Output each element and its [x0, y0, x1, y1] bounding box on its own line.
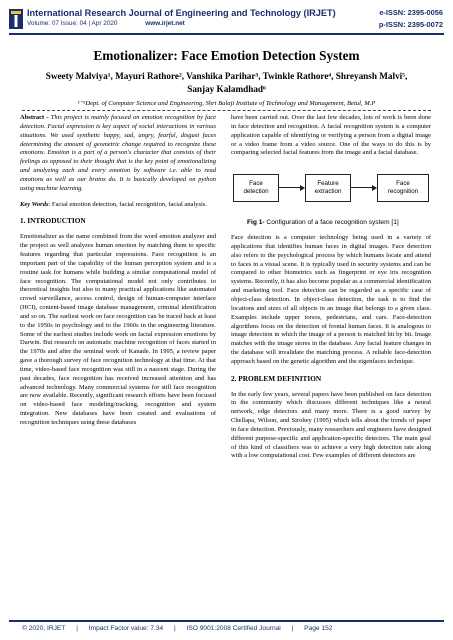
arrow-right-icon — [279, 187, 304, 188]
problem-paragraph: In the early few years, several papers have been published on face detection in the community which discusses different techniques like a neural network, edge detectors and many more. There is a good survey by Chellapa, Wilson, and Sirohey (1995) which tells about the trends of paper in face detection. Previously, many researchers and engineers have designed different purpose-specific and application-specific detectors. The main goal of this kind of classifiers was to achieve a very high detection rate along with a low computational cost. Few examples of different detectors are — [231, 390, 431, 460]
journal-header — [0, 0, 453, 42]
journal-footer — [22, 625, 341, 632]
divider — [22, 110, 431, 111]
footer-separator: | — [76, 625, 78, 632]
footer-impact-factor: Impact Factor value: 7.34 — [88, 625, 164, 632]
section-heading-problem-definition: 2. PROBLEM DEFINITION — [231, 373, 322, 383]
affiliation: ¹⁻⁶Dept. of Computer Science and Engineering, Shri Balaji Institute of Technology and Management, Betul, M.P — [77, 100, 376, 107]
introduction-paragraph: Emotionalizer as the name combined from the word emotion analyzer and the project as well analyzes human emotion by matching them to specific features regarding that particular expressions. Face recognition is an important part of the capability of the human perception system and is a routine task for humans while building a similar computational model of face recognition. The computational model not only contributes to theoretical insights but also to many practical applications like automated crowd surveillance, access control, design of human-computer interface (HCI), content-based image database management, criminal identification and so on. The earliest work on face recognition can be traced back at least to the 1950s in psychology and to the 1960s in the engineering literature. Some of the earliest studies include work on facial expression emotions by Darwin. But research on automatic machine recognition of faces started in the 1970s and after the seminal work of Kanade. In 1995, a review paper gave a thorough survey of face recognition technology at that time. At that time, video-based face recognition was still in a nascent stage. During the past decades, face recognition has received increased attention and has advanced technology. Many commercial systems for still face recognition are now available. Recently, significant research efforts have been focused on video-based face modeling/tracking, recognition and system integration. New databases have been created and evaluations of recognition techniques using these databases — [20, 233, 216, 426]
header-rule — [9, 33, 444, 35]
author-list — [20, 70, 433, 96]
body-paragraph: Face detection is a computer technology being used in a variety of applications that identifies human faces in digital images. Face detection also refers to the psychological process by which humans locate and attend to faces in a visual scene. It is typically used in security systems and can be compared to other biometrics such as fingerprint or eye iris recognition systems. Recently, it has also become popular as a commercial identification and marketing tool. Face detection can be regarded as a specific case of object-class detection. In object-class detection, the task is to find the locations and sizes of all objects in an image that belongs to a given class. Examples include upper torsos, pedestrians, and cars. Face-detection algorithms focus on the detection of frontal human faces. It is analogous to image detection in which the image of a person is matched bit by bit. Image matches with the image stores in the database. Any facial feature changes in the database will invalidate the matching process. A reliable face-detection approach based on the genetic algorithm and the eigenfaces technique. — [231, 234, 431, 365]
section-heading-introduction: 1. INTRODUCTION — [20, 216, 86, 226]
keywords-label: Key Words — [20, 200, 49, 208]
authors-line-1: Sweety Malviya¹, Mayuri Rathore², Vanshika Parihar³, Twinkle Rathore⁴, Shreyansh Malvi⁵, — [45, 71, 408, 81]
volume-issue: Volume: 07 Issue: 04 | Apr 2020 — [27, 20, 118, 27]
figure-caption-text: Configuration of a face recognition system [1] — [264, 219, 399, 227]
figure-box-face-detection: Face detection — [233, 174, 279, 202]
figure-face-recognition-pipeline — [231, 165, 431, 215]
authors-line-2: Sanjay Kalamdhad⁶ — [187, 84, 266, 94]
body-paragraph: have been carried out. Over the last few decades, lots of work is been done in face detection and recognition. A facial recognition system is a computer application capable of identifying or verifying a person from a digital image or a video frame from a video source. One of the ways to do this is by comparing selected facial features from the image and a facial database. — [231, 114, 431, 157]
footer-separator: | — [291, 625, 294, 632]
journal-subline — [27, 20, 211, 27]
paper-title: Emotionalizer: Face Emotion Detection System — [93, 48, 360, 63]
footer-separator: | — [174, 625, 176, 632]
keywords-text: : Facial emotion detection, facial recognition, facial analysis. — [48, 200, 207, 208]
footer-rule — [9, 620, 444, 622]
figure-caption-label: Fig 1- — [247, 219, 265, 227]
arrow-right-icon — [351, 187, 376, 188]
abstract-text: This project is mainly focused on emotion recognition by face detection. Facial expression is key aspect of social interactions in various situations. We used synthetic happy, sad, angry, fearful, disgust faces determining the amount of geometric change required to recognize these emotions. Emotion is a part of a person's character that consists of their feelings as opposed to their thought that is the key point of emotionalizing and analyzing each and every emotion by software i.e. able to read emotions as well as our brains do. It is basically developed on python using machine learning. — [20, 114, 216, 192]
pissn: p-ISSN: 2395-0072 — [378, 20, 443, 29]
abstract — [20, 114, 216, 194]
figure-box-feature-extraction: Feature extraction — [305, 174, 351, 202]
journal-title: International Research Journal of Engineering and Technology (IRJET) — [27, 8, 336, 18]
abstract-label: Abstract - — [20, 114, 51, 121]
footer-iso: ISO 9001:2008 Certified Journal — [186, 625, 281, 632]
right-column — [231, 114, 431, 468]
footer-copyright: © 2020, IRJET — [22, 625, 66, 632]
figure-caption — [247, 219, 431, 228]
left-column — [20, 114, 216, 435]
figure-box-face-recognition: Face recognition — [377, 174, 429, 202]
keywords — [20, 201, 216, 210]
page-number: Page 152 — [304, 625, 333, 632]
journal-url[interactable]: www.irjet.net — [145, 20, 185, 27]
eissn: e-ISSN: 2395-0056 — [379, 8, 443, 17]
irjet-logo-icon — [9, 9, 23, 29]
